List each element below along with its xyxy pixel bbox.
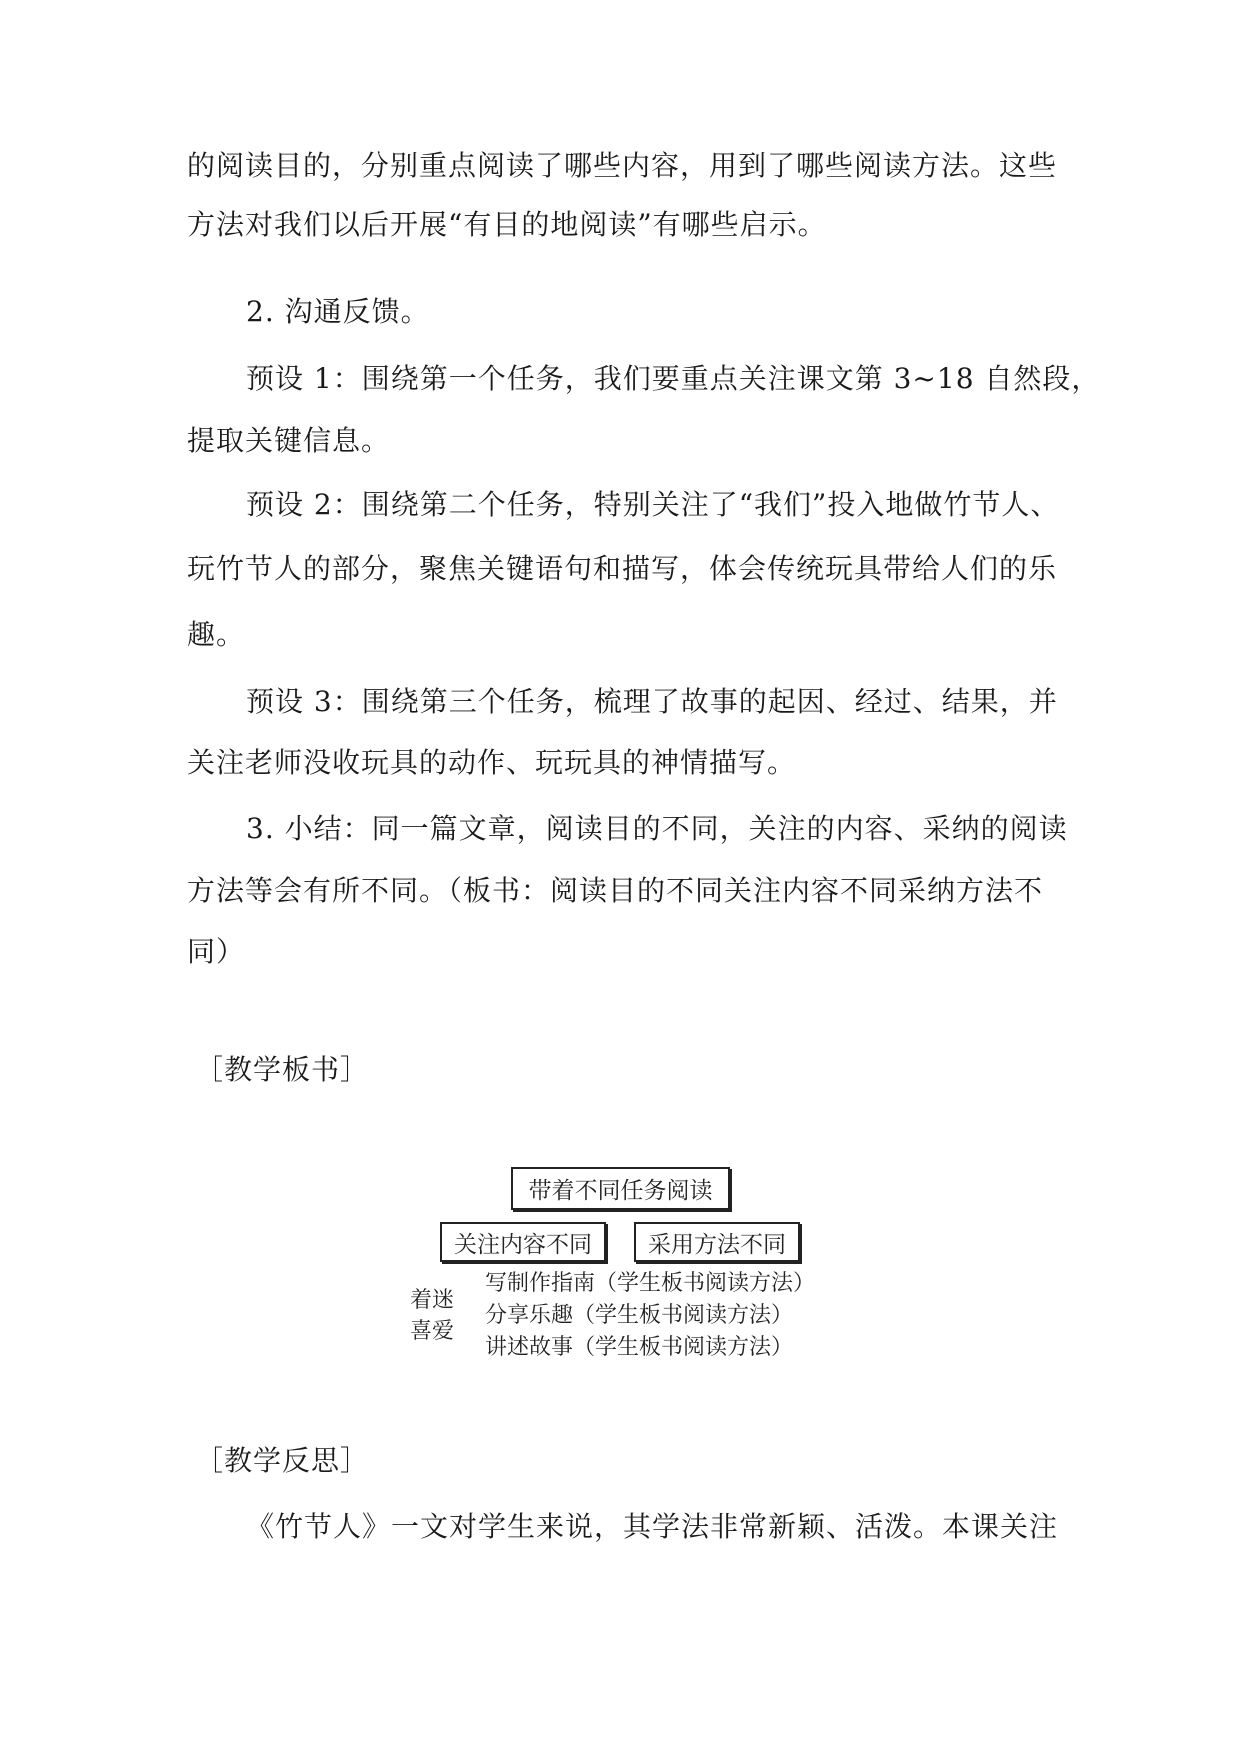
board-left-box: 关注内容不同	[440, 1222, 606, 1262]
section-heading-reflection: ［教学反思］	[195, 1444, 370, 1477]
paragraph-line: 同）	[187, 935, 246, 968]
paragraph-line: 趣。	[187, 618, 246, 651]
paragraph-line: 2. 沟通反馈。	[246, 295, 430, 328]
board-top-box: 带着不同任务阅读	[511, 1167, 730, 1210]
board-item: 讲述故事（学生板书阅读方法）	[485, 1335, 794, 1360]
paragraph-line: 提取关键信息。	[187, 424, 391, 457]
paragraph-line: 方法对我们以后开展“有目的地阅读”有哪些启示。	[187, 208, 827, 241]
section-heading-blackboard: ［教学板书］	[195, 1053, 370, 1086]
paragraph-line: 预设 2：围绕第二个任务，特别关注了“我们”投入地做竹节人、	[246, 488, 1060, 521]
board-item: 写制作指南（学生板书阅读方法）	[485, 1271, 816, 1296]
reflection-paragraph-line: 《竹节人》一文对学生来说，其学法非常新颖、活泼。本课关注	[246, 1510, 1059, 1543]
board-side-word: 喜爱	[410, 1319, 455, 1344]
board-side-word: 着迷	[410, 1288, 455, 1313]
board-right-box: 采用方法不同	[634, 1222, 800, 1262]
board-item: 分享乐趣（学生板书阅读方法）	[485, 1303, 794, 1328]
paragraph-line: 的阅读目的，分别重点阅读了哪些内容，用到了哪些阅读方法。这些	[187, 149, 1058, 182]
paragraph-line: 预设 3：围绕第三个任务，梳理了故事的起因、经过、结果，并	[246, 685, 1058, 718]
paragraph-line: 方法等会有所不同。（板书：阅读目的不同关注内容不同采纳方法不	[187, 874, 1044, 907]
paragraph-line: 预设 1：围绕第一个任务，我们要重点关注课文第 3~18 自然段，	[246, 362, 1101, 395]
paragraph-line: 关注老师没收玩具的动作、玩玩具的神情描写。	[187, 746, 797, 779]
paragraph-line: 玩竹节人的部分，聚焦关键语句和描写，体会传统玩具带给人们的乐	[187, 552, 1058, 585]
paragraph-line: 3. 小结：同一篇文章，阅读目的不同，关注的内容、采纳的阅读	[246, 812, 1068, 845]
